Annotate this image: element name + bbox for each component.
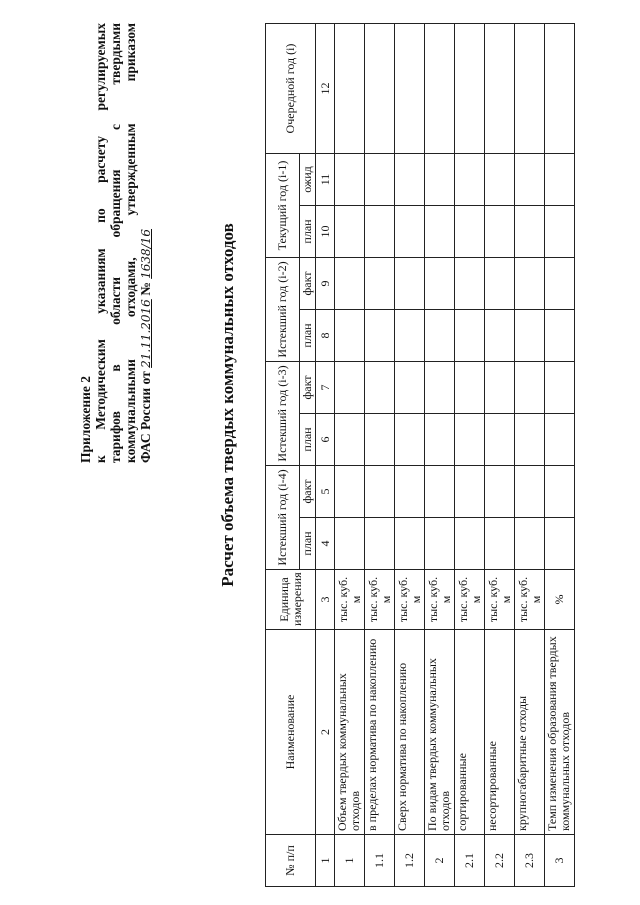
- header-year-i4: Истекший год (i-4): [266, 466, 300, 570]
- header-line-2: к Методическим указаниям по расчету регулируемых: [93, 23, 108, 463]
- column-number: 3: [316, 570, 335, 630]
- column-number: 11: [316, 154, 335, 206]
- header-name: Наименование: [266, 630, 316, 835]
- row-no: 3: [545, 835, 575, 887]
- column-number: 4: [316, 518, 335, 570]
- header-year-i2: Истекший год (i-2): [266, 258, 300, 362]
- subheader-fact: факт: [300, 258, 316, 310]
- subheader-expected: ожид: [300, 154, 316, 206]
- table-body: [335, 24, 575, 887]
- order-number: 1638/16: [139, 228, 153, 279]
- column-number: 5: [316, 466, 335, 518]
- table-row: [545, 24, 575, 887]
- column-number: 8: [316, 310, 335, 362]
- header-unit: Единица измерения: [266, 570, 316, 630]
- order-prefix: ФАС России от: [138, 371, 153, 463]
- row-no: 1: [335, 835, 365, 887]
- table-row: [485, 24, 515, 887]
- header-line-3: тарифов в области обращения с твердыми: [108, 23, 123, 463]
- column-number: 12: [316, 24, 335, 154]
- row-no: 1.1: [365, 835, 395, 887]
- row-unit: тыс. куб. м: [335, 570, 365, 630]
- table-row: [515, 24, 545, 887]
- subheader-plan: план: [300, 206, 316, 258]
- appendix-header: [78, 23, 154, 463]
- row-name: несортированные: [485, 630, 515, 835]
- subheader-plan: план: [300, 414, 316, 466]
- row-no: 2.2: [485, 835, 515, 887]
- table-row: [365, 24, 395, 887]
- subheader-fact: факт: [300, 362, 316, 414]
- row-no: 2.3: [515, 835, 545, 887]
- row-unit: тыс. куб. м: [425, 570, 455, 630]
- table-row: [335, 24, 365, 887]
- row-name: в пределах норматива по накоплению: [365, 630, 395, 835]
- row-name: Темп изменения образования твердых коммунальных отходов: [545, 630, 575, 835]
- header-next-year: Очередной год (i): [266, 24, 316, 154]
- row-no: 1.2: [395, 835, 425, 887]
- row-unit: тыс. куб. м: [395, 570, 425, 630]
- column-number: 10: [316, 206, 335, 258]
- row-no: 2: [425, 835, 455, 887]
- row-no: 2.1: [455, 835, 485, 887]
- column-number: 7: [316, 362, 335, 414]
- row-unit: %: [545, 570, 575, 630]
- row-name: крупногабаритные отходы: [515, 630, 545, 835]
- order-no-label: №: [138, 282, 153, 296]
- row-unit: тыс. куб. м: [485, 570, 515, 630]
- table-row: [425, 24, 455, 887]
- header-year-i1: Текущий год (i-1): [266, 154, 300, 258]
- appendix-number: Приложение 2: [78, 375, 93, 463]
- row-name: Сверх норматива по накоплению: [395, 630, 425, 835]
- row-unit: тыс. куб. м: [455, 570, 485, 630]
- header-line-4: коммунальными отходами, утвержденным приказом: [123, 23, 138, 463]
- table-row: [395, 24, 425, 887]
- column-number: 2: [316, 630, 335, 835]
- row-unit: тыс. куб. м: [515, 570, 545, 630]
- document-title: Расчет объема твердых коммунальных отходов: [218, 223, 237, 587]
- row-name: Объем твердых коммунальных отходов: [335, 630, 365, 835]
- subheader-plan: план: [300, 518, 316, 570]
- row-unit: тыс. куб. м: [365, 570, 395, 630]
- header-year-i3: Истекший год (i-3): [266, 362, 300, 466]
- row-name: По видам твердых коммунальных отходов: [425, 630, 455, 835]
- header-no: № п/п: [266, 835, 316, 887]
- row-name: сортированные: [455, 630, 485, 835]
- header-line-5: [138, 23, 154, 463]
- order-date: 21.11.2016: [139, 299, 153, 368]
- table-row: [455, 24, 485, 887]
- subheader-plan: план: [300, 310, 316, 362]
- waste-volume-table: [265, 23, 575, 887]
- subheader-fact: факт: [300, 466, 316, 518]
- column-number: 6: [316, 414, 335, 466]
- column-number: 9: [316, 258, 335, 310]
- column-number: 1: [316, 835, 335, 887]
